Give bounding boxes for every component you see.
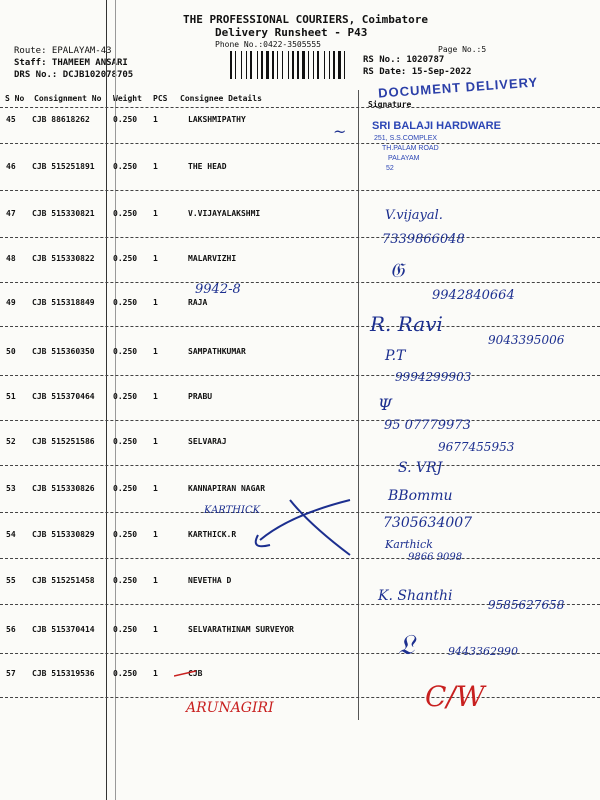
barcode-bar bbox=[275, 51, 276, 79]
company-title: THE PROFESSIONAL COURIERS, Coimbatore bbox=[183, 13, 429, 26]
runsheet-title: Delivery Runsheet - P43 bbox=[215, 26, 368, 39]
handwritten-phone: 9443362990 bbox=[448, 645, 518, 658]
row-separator bbox=[0, 326, 600, 327]
row-consignment-no: CJB 515318849 bbox=[32, 298, 95, 307]
handwritten-phone: 9866 9098 bbox=[408, 552, 463, 563]
barcode-bar bbox=[300, 51, 301, 79]
row-sno: 47 bbox=[6, 209, 16, 218]
row-weight: 0.250 bbox=[113, 298, 138, 307]
row-sno: 45 bbox=[6, 115, 16, 124]
shop-stamp-line: PALAYAM bbox=[388, 155, 420, 162]
row-consignment-no: CJB 88618262 bbox=[32, 115, 90, 124]
row-consignee: THE HEAD bbox=[188, 162, 227, 171]
barcode-bar bbox=[306, 51, 307, 79]
barcode-bar bbox=[272, 51, 274, 79]
row-consignee: SAMPATHKUMAR bbox=[188, 347, 246, 356]
row-pcs: 1 bbox=[153, 347, 158, 356]
row-weight: 0.250 bbox=[113, 437, 138, 446]
handwritten-phone: 7305634007 bbox=[383, 515, 473, 531]
drs-number: DRS No.: DCJB102078705 bbox=[14, 70, 134, 80]
handwritten-signature: S. VRJ bbox=[398, 460, 443, 476]
row-consignment-no: CJB 515330829 bbox=[32, 530, 95, 539]
col-sno: S No bbox=[5, 94, 25, 103]
row-consignment-no: CJB 515370464 bbox=[32, 392, 95, 401]
row-consignment-no: CJB 515330826 bbox=[32, 484, 95, 493]
barcode-bar bbox=[250, 51, 252, 79]
barcode-bar bbox=[292, 51, 294, 79]
barcode-bar bbox=[264, 51, 265, 79]
fold-line bbox=[106, 0, 107, 800]
row-sno: 57 bbox=[6, 669, 16, 678]
row-consignment-no: CJB 515370414 bbox=[32, 625, 95, 634]
handwritten-phone: 9942840664 bbox=[432, 288, 515, 303]
row-weight: 0.250 bbox=[113, 115, 138, 124]
row-separator bbox=[0, 465, 600, 466]
shop-stamp-line: 52 bbox=[386, 165, 394, 172]
row-sno: 50 bbox=[6, 347, 16, 356]
barcode-bar bbox=[313, 51, 314, 79]
page-number: Page No.:5 bbox=[438, 45, 487, 54]
barcode-bar bbox=[241, 51, 242, 79]
barcode-bar bbox=[297, 51, 299, 79]
row-consignee: NEVETHA D bbox=[188, 576, 232, 585]
row-weight: 0.250 bbox=[113, 392, 138, 401]
barcode-bar bbox=[317, 51, 319, 79]
row-sno: 56 bbox=[6, 625, 16, 634]
handwritten-signature: C/W bbox=[425, 680, 485, 713]
signature-mark: Ψ bbox=[378, 395, 393, 414]
row-sno: 52 bbox=[6, 437, 16, 446]
shop-stamp-line: 251, S.S.COMPLEX bbox=[374, 135, 438, 142]
row-separator bbox=[0, 282, 600, 283]
row-consignee: SELVARAJ bbox=[188, 437, 227, 446]
row-pcs: 1 bbox=[153, 530, 158, 539]
phone-number: Phone No.:0422-3505555 bbox=[215, 40, 321, 49]
handwritten-name: KARTHICK bbox=[204, 505, 261, 516]
row-consignment-no: CJB 515360350 bbox=[32, 347, 95, 356]
row-pcs: 1 bbox=[153, 209, 158, 218]
barcode-bar bbox=[329, 51, 330, 79]
row-pcs: 1 bbox=[153, 115, 158, 124]
barcode-bar bbox=[237, 51, 240, 79]
document-delivery-stamp: DOCUMENT DELIVERY bbox=[377, 74, 539, 101]
signature-mark: ~ bbox=[333, 122, 347, 141]
barcode-bar bbox=[344, 51, 345, 79]
barcode-bar bbox=[326, 51, 328, 79]
row-consignment-no: CJB 515251891 bbox=[32, 162, 95, 171]
row-weight: 0.250 bbox=[113, 484, 138, 493]
signature-divider bbox=[358, 90, 359, 720]
row-pcs: 1 bbox=[153, 484, 158, 493]
col-consignee: Consignee Details bbox=[180, 94, 262, 103]
barcode-bar bbox=[324, 51, 325, 79]
barcode-bar bbox=[336, 51, 337, 79]
col-signature: Signature bbox=[368, 100, 412, 109]
handwritten-signature: BBommu bbox=[388, 488, 453, 504]
row-sno: 51 bbox=[6, 392, 16, 401]
barcode-bar bbox=[246, 51, 247, 79]
row-sno: 54 bbox=[6, 530, 16, 539]
handwritten-name: P.T bbox=[385, 348, 406, 364]
handwritten-signature: Karthick bbox=[385, 538, 433, 551]
barcode-bar bbox=[261, 51, 263, 79]
row-consignee: KANNAPIRAN NAGAR bbox=[188, 484, 266, 493]
row-pcs: 1 bbox=[153, 576, 158, 585]
handwritten-phone: 7339866048 bbox=[382, 232, 465, 247]
cross-mark bbox=[250, 495, 360, 560]
barcode-bar bbox=[243, 51, 245, 79]
row-consignee: CJB bbox=[188, 669, 203, 678]
row-consignment-no: CJB 515251586 bbox=[32, 437, 95, 446]
row-sno: 46 bbox=[6, 162, 16, 171]
row-consignee: PRABU bbox=[188, 392, 213, 401]
handwritten-phone: 9677455953 bbox=[438, 440, 515, 454]
row-weight: 0.250 bbox=[113, 669, 138, 678]
handwritten-phone: 9585627658 bbox=[488, 598, 565, 612]
row-consignee: V.VIJAYALAKSHMI bbox=[188, 209, 261, 218]
row-sno: 48 bbox=[6, 254, 16, 263]
row-pcs: 1 bbox=[153, 392, 158, 401]
barcode-bar bbox=[277, 51, 278, 79]
row-pcs: 1 bbox=[153, 625, 158, 634]
col-pcs: PCS bbox=[153, 94, 168, 103]
row-separator bbox=[0, 237, 600, 238]
header-separator bbox=[0, 107, 600, 108]
barcode-bar bbox=[279, 51, 281, 79]
barcode-bar bbox=[282, 51, 283, 79]
row-consignee: MALARVIZHI bbox=[188, 254, 237, 263]
row-weight: 0.250 bbox=[113, 576, 138, 585]
rs-date: RS Date: 15-Sep-2022 bbox=[363, 67, 472, 77]
handwritten-signature: R. Ravi bbox=[370, 312, 443, 336]
row-pcs: 1 bbox=[153, 437, 158, 446]
row-consignee: RAJA bbox=[188, 298, 208, 307]
barcode-bar bbox=[270, 51, 271, 79]
barcode-bar bbox=[338, 51, 341, 79]
barcode-bar bbox=[320, 51, 323, 79]
barcode-bar bbox=[248, 51, 249, 79]
handwritten-name: V.vijayal. bbox=[385, 208, 443, 223]
staff-label: Staff: THAMEEM ANSARI bbox=[14, 58, 128, 68]
barcode-bar bbox=[346, 51, 348, 79]
row-consignee: KARTHICK.R bbox=[188, 530, 237, 539]
barcode-bar bbox=[259, 51, 260, 79]
row-pcs: 1 bbox=[153, 298, 158, 307]
row-weight: 0.250 bbox=[113, 530, 138, 539]
barcode-bar bbox=[233, 51, 234, 79]
barcode-bar bbox=[253, 51, 256, 79]
signature-mark: 𝔏 bbox=[398, 628, 415, 661]
row-pcs: 1 bbox=[153, 669, 158, 678]
barcode-bar bbox=[284, 51, 287, 79]
col-consignment: Consignment No bbox=[34, 94, 102, 103]
barcode-bar bbox=[302, 51, 305, 79]
barcode bbox=[230, 51, 357, 79]
col-weight: Weight bbox=[113, 94, 142, 103]
row-separator bbox=[0, 190, 600, 191]
row-consignee: SELVARATHINAM SURVEYOR bbox=[188, 625, 294, 634]
row-consignment-no: CJB 515330822 bbox=[32, 254, 95, 263]
row-weight: 0.250 bbox=[113, 625, 138, 634]
row-separator bbox=[0, 697, 600, 698]
row-consignment-no: CJB 515319536 bbox=[32, 669, 95, 678]
barcode-bar bbox=[333, 51, 335, 79]
row-weight: 0.250 bbox=[113, 254, 138, 263]
barcode-bar bbox=[230, 51, 232, 79]
barcode-bar bbox=[295, 51, 296, 79]
barcode-bar bbox=[288, 51, 289, 79]
barcode-bar bbox=[310, 51, 312, 79]
handwritten-name: ARUNAGIRI bbox=[186, 700, 274, 716]
route-label: Route: EPALAYAM-43 bbox=[14, 46, 112, 56]
row-pcs: 1 bbox=[153, 162, 158, 171]
row-separator bbox=[0, 420, 600, 421]
shop-stamp-line: TH.PALAM ROAD bbox=[382, 145, 439, 152]
handwritten-signature: K. Shanthi bbox=[378, 588, 453, 604]
barcode-bar bbox=[331, 51, 332, 79]
handwritten-phone: 9043395006 bbox=[488, 333, 565, 347]
handwritten-phone: 95 07779973 bbox=[384, 418, 471, 433]
barcode-bar bbox=[315, 51, 316, 79]
row-separator bbox=[0, 375, 600, 376]
row-consignment-no: CJB 515330821 bbox=[32, 209, 95, 218]
row-weight: 0.250 bbox=[113, 162, 138, 171]
signature-mark: 𝔊 bbox=[390, 258, 405, 282]
row-sno: 49 bbox=[6, 298, 16, 307]
row-weight: 0.250 bbox=[113, 209, 138, 218]
handwritten-phone: 9994299903 bbox=[395, 370, 472, 384]
barcode-bar bbox=[266, 51, 269, 79]
row-sno: 53 bbox=[6, 484, 16, 493]
shop-stamp-name: SRI BALAJI HARDWARE bbox=[372, 120, 501, 132]
row-consignment-no: CJB 515251458 bbox=[32, 576, 95, 585]
rs-number: RS No.: 1020787 bbox=[363, 55, 445, 65]
row-sno: 55 bbox=[6, 576, 16, 585]
row-pcs: 1 bbox=[153, 254, 158, 263]
barcode-bar bbox=[342, 51, 343, 79]
row-consignee: LAKSHMIPATHY bbox=[188, 115, 246, 124]
barcode-bar bbox=[235, 51, 236, 79]
handwritten-phone: 9942-8 bbox=[195, 282, 241, 297]
barcode-bar bbox=[308, 51, 309, 79]
row-weight: 0.250 bbox=[113, 347, 138, 356]
barcode-bar bbox=[290, 51, 291, 79]
shop-stamp bbox=[368, 118, 538, 188]
barcode-bar bbox=[257, 51, 258, 79]
strike-mark bbox=[174, 670, 196, 678]
